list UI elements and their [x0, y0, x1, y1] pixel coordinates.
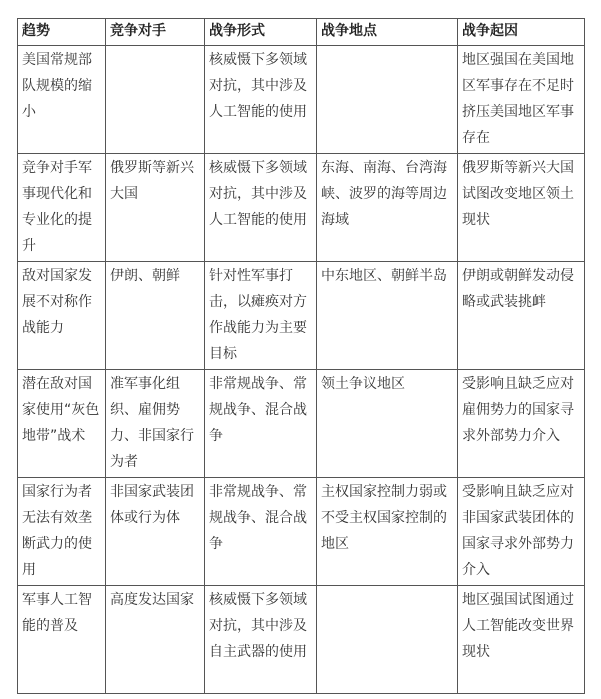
table-row [18, 46, 585, 154]
cell-rival: 非国家武装团体或行为体 [106, 478, 205, 586]
cell-rival: 伊朗、朝鲜 [106, 262, 205, 370]
table-row [18, 370, 585, 478]
header-trend: 趋势 [18, 19, 106, 46]
cell-location: 主权国家控制力弱或不受主权国家控制的地区 [317, 478, 458, 586]
cell-location: 领土争议地区 [317, 370, 458, 478]
cell-rival: 准军事化组织、雇佣势力、非国家行为者 [106, 370, 205, 478]
cell-trend: 军事人工智能的普及 [18, 586, 106, 694]
cell-location [317, 46, 458, 154]
cell-location: 中东地区、朝鲜半岛 [317, 262, 458, 370]
cell-form: 核威慑下多领域对抗，其中涉及人工智能的使用 [205, 154, 317, 262]
cell-rival: 高度发达国家 [106, 586, 205, 694]
cell-location: 东海、南海、台湾海峡、波罗的海等周边海域 [317, 154, 458, 262]
table-body [18, 46, 585, 694]
cell-cause: 地区强国在美国地区军事存在不足时挤压美国地区军事存在 [458, 46, 585, 154]
cell-trend: 竞争对手军事现代化和专业化的提升 [18, 154, 106, 262]
header-rival: 竞争对手 [106, 19, 205, 46]
table-row [18, 262, 585, 370]
cell-rival [106, 46, 205, 154]
header-row [18, 19, 585, 46]
table-header [18, 19, 585, 46]
cell-form: 非常规战争、常规战争、混合战争 [205, 370, 317, 478]
cell-trend: 美国常规部队规模的缩小 [18, 46, 106, 154]
cell-form: 核威慑下多领域对抗，其中涉及自主武器的使用 [205, 586, 317, 694]
cell-cause: 伊朗或朝鲜发动侵略或武装挑衅 [458, 262, 585, 370]
cell-cause: 受影响且缺乏应对非国家武装团体的国家寻求外部势力介入 [458, 478, 585, 586]
cell-form: 核威慑下多领域对抗，其中涉及人工智能的使用 [205, 46, 317, 154]
cell-trend: 潜在敌对国家使用“灰色地带”战术 [18, 370, 106, 478]
header-form: 战争形式 [205, 19, 317, 46]
cell-cause: 俄罗斯等新兴大国试图改变地区领土现状 [458, 154, 585, 262]
table-row [18, 154, 585, 262]
table-row [18, 478, 585, 586]
cell-trend: 国家行为者无法有效垄断武力的使用 [18, 478, 106, 586]
cell-location [317, 586, 458, 694]
header-cause: 战争起因 [458, 19, 585, 46]
cell-cause: 地区强国试图通过人工智能改变世界现状 [458, 586, 585, 694]
cell-form: 非常规战争、常规战争、混合战争 [205, 478, 317, 586]
war-trends-table [17, 18, 585, 694]
cell-trend: 敌对国家发展不对称作战能力 [18, 262, 106, 370]
cell-rival: 俄罗斯等新兴大国 [106, 154, 205, 262]
header-location: 战争地点 [317, 19, 458, 46]
cell-cause: 受影响且缺乏应对雇佣势力的国家寻求外部势力介入 [458, 370, 585, 478]
cell-form: 针对性军事打击，以瘫痪对方作战能力为主要目标 [205, 262, 317, 370]
table-row [18, 586, 585, 694]
